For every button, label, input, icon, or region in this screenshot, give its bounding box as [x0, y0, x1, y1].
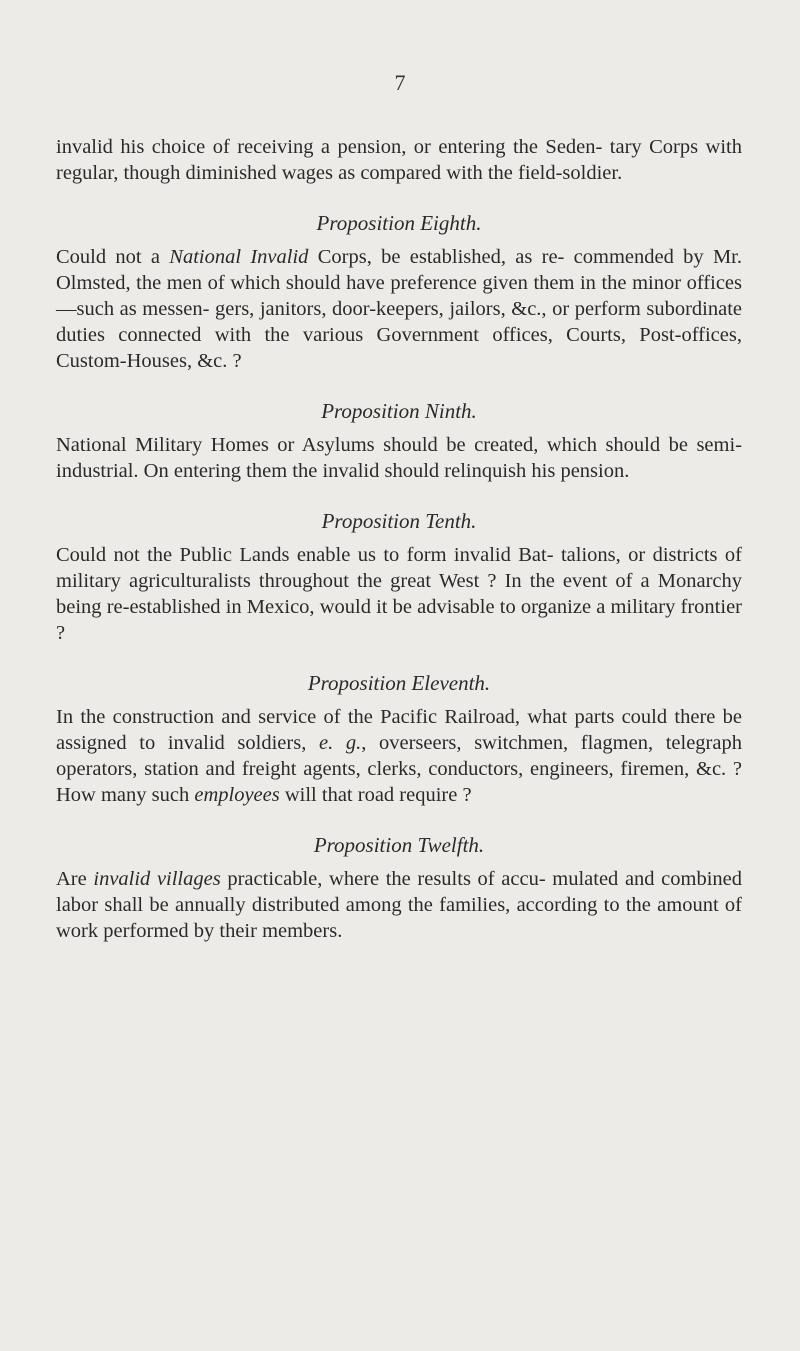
proposition-heading: Proposition Ninth. — [321, 399, 477, 423]
text-segment: practicable, where the results of accu- mulated and combined labor shall be annually distributed among the families, according to the amount of work performed by their members. — [56, 868, 743, 942]
text-segment: Corps, be established, as re- commended by Mr. Olmsted, the men of which should have preference given them in the minor offices—such as messen- gers, janitors, door-keepers, jailors, &c., or perform subordinate duties connected with the various Government offices, Courts, Post-offices, Custom-Houses, &c. ? — [56, 246, 742, 372]
proposition-heading: Proposition Eleventh. — [307, 671, 491, 695]
proposition-eleventh — [56, 670, 742, 808]
proposition-text — [56, 704, 742, 808]
emphasis-text: National Invalid — [169, 246, 309, 268]
text-segment: will that road require ? — [279, 784, 472, 806]
proposition-heading: Proposition Eighth. — [316, 211, 482, 235]
text-segment: Could not a — [56, 246, 170, 268]
text-segment: In the construction and service of the Pacific Railroad, what parts could there be assigned to invalid soldiers, — [56, 706, 742, 754]
emphasis-text: e. g. — [318, 732, 362, 754]
emphasis-text: employees — [194, 784, 280, 806]
proposition-text — [56, 866, 742, 944]
proposition-tenth — [56, 508, 742, 646]
proposition-eighth — [56, 210, 742, 374]
proposition-text — [56, 244, 742, 374]
proposition-ninth — [56, 398, 742, 484]
page-number: 7 — [394, 70, 406, 95]
text-segment: , overseers, switchmen, flagmen, telegraph operators, station and freight agents, clerks, conductors, engineers, firemen, &c. ? How many such — [56, 732, 742, 806]
proposition-heading: Proposition Twelfth. — [313, 833, 485, 857]
proposition-text: National Military Homes or Asylums should be created, which should be semi-industrial. On entering them the invalid should relinquish his pension. — [56, 434, 742, 482]
text-segment: Are — [56, 868, 94, 890]
proposition-text: Could not the Public Lands enable us to form invalid Bat- talions, or districts of military agriculturalists throughout the great West ? In the event of a Monarchy being re-established in Mexico, would it be advisable to organize a military frontier ? — [56, 544, 742, 644]
proposition-heading: Proposition Tenth. — [321, 509, 477, 533]
page-content — [56, 134, 742, 944]
emphasis-text: invalid villages — [93, 868, 221, 890]
proposition-twelfth — [56, 832, 742, 944]
opening-paragraph: invalid his choice of receiving a pension, or entering the Seden- tary Corps with regular, though diminished wages as compared with the field-soldier. — [56, 136, 742, 184]
